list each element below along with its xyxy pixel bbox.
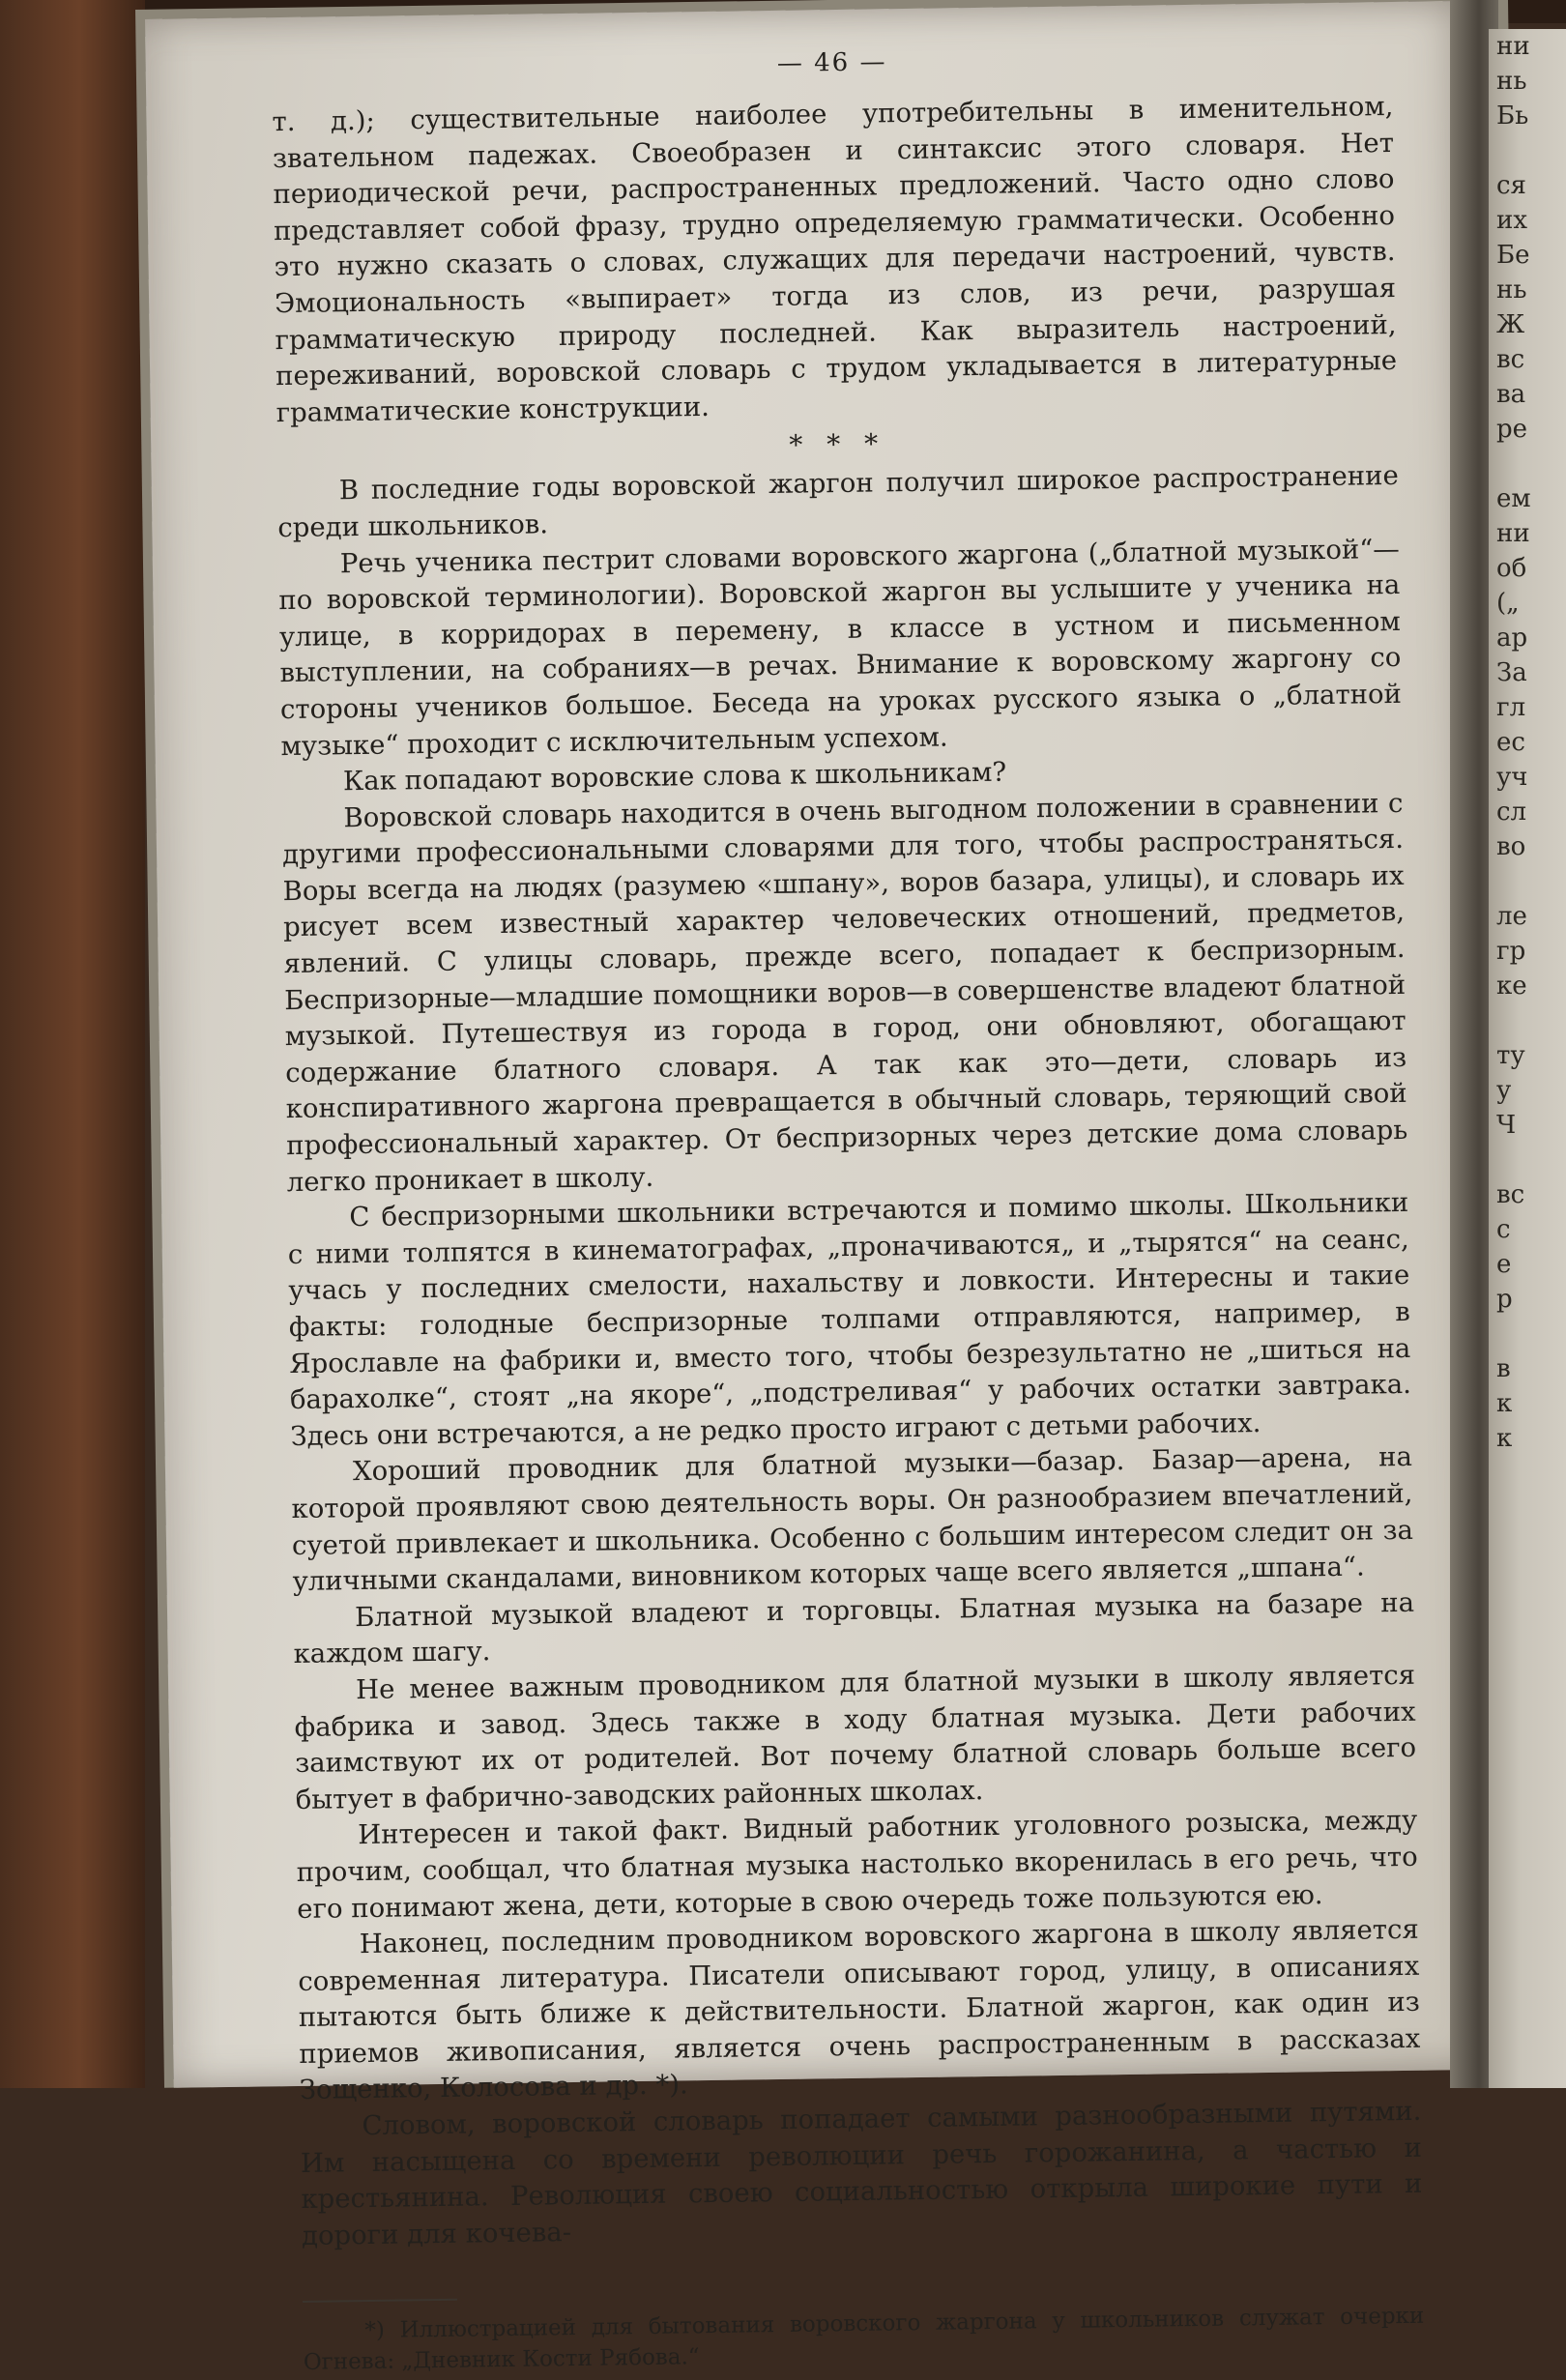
- adjacent-page-fragment: р: [1496, 1285, 1513, 1314]
- adjacent-page-fragment: ту: [1496, 1041, 1525, 1070]
- adjacent-page-fragment: нь: [1496, 67, 1527, 96]
- page-text-block: [272, 41, 1425, 2378]
- adjacent-page-fragment: у: [1496, 1076, 1512, 1105]
- adjacent-page-fragment: Ч: [1496, 1111, 1517, 1140]
- adjacent-page-edge: [1489, 29, 1566, 2088]
- adjacent-page-fragment: [1489, 447, 1566, 481]
- adjacent-page-fragment: вс: [1496, 1180, 1525, 1209]
- adjacent-page-fragment: ле: [1496, 902, 1527, 931]
- section-separator: * * *: [789, 427, 886, 462]
- adjacent-page-fragment: вс: [1496, 345, 1525, 374]
- adjacent-page-fragment: е: [1496, 1250, 1512, 1279]
- adjacent-page-fragment: гл: [1496, 693, 1526, 722]
- adjacent-page-fragment: их: [1496, 206, 1527, 235]
- adjacent-page-fragment: ке: [1496, 972, 1527, 1001]
- adjacent-page-fragment: ре: [1496, 415, 1528, 444]
- adjacent-page-fragment: ни: [1496, 519, 1530, 548]
- adjacent-page-fragment: сл: [1496, 798, 1527, 827]
- adjacent-page-fragment: [1489, 1143, 1566, 1177]
- adjacent-page-fragment: [1489, 133, 1566, 168]
- footnote: *) Иллюстрацией для бытования воровского жаргона у школьников служат очерки Огнева: „Дневник Кости Рябова.“: [303, 2304, 1425, 2376]
- adjacent-page-fragment: За: [1496, 658, 1527, 687]
- adjacent-page-fragment: („: [1496, 589, 1520, 618]
- adjacent-page-fragment: об: [1496, 554, 1527, 583]
- adjacent-page-fragment: [1489, 1317, 1566, 1351]
- adjacent-page-fragment: ем: [1496, 484, 1531, 513]
- paragraph: Речь ученика пестрит словами воровского жаргона („блатной музыкой“—по воровской терминологии). Воровской жаргон вы услышите у ученика на улице, в корридорах в перемену, в классе в устном и письменном выступлении, на собраниях—в речах. Внимание к воровскому жаргону со стороны учеников большое. Беседа на уроках русского языка о „блатной музыке“ проходит с исключительным успехом.: [278, 533, 1403, 762]
- adjacent-page-fragment: в: [1496, 1354, 1511, 1383]
- adjacent-page-fragment: уч: [1496, 763, 1528, 792]
- paragraph: Воровской словарь находится в очень выгодном положении в сравнении с другими профессиональными словарями для того, чтобы распространяться. Воры всегда на людях (разумею «шпану», воров базара, улицы), и словарь их рисует всем известный характер человеческих отношений, предметов, явлений. С улицы словарь, прежде всего, попадает к беспризорным. Беспризорные—младшие помощники воров—в совершенстве владеют блатной музыкой. Путешествуя из города в город, они обновляют, обогащают содержание блатного словаря. А так как это—дети, словарь из конспиративного жаргона превращается в обычный словарь, теряющий свой профессиональный характер. От беспризорных через детские дома словарь легко проникает в школу.: [281, 787, 1408, 1198]
- adjacent-page-fragment: [1489, 864, 1566, 899]
- wooden-desk-surface: [0, 0, 145, 2088]
- adjacent-page-fragment: гр: [1496, 937, 1526, 966]
- adjacent-page-fragment: во: [1496, 832, 1526, 861]
- adjacent-page-fragment: ес: [1496, 728, 1525, 757]
- paragraph: Словом, воровской словарь попадает самыми разнообразными путями. Им насыщена со времени революции речь горожанина, а частью и крестьянина. Революция своею социальностью открыла широкие пути и дороги для кочева-: [300, 2095, 1423, 2251]
- paragraph: Наконец, последним проводником воровского жаргона в школу является современная литература. Писатели описывают город, улицу, в описаниях пытаются быть ближе к действительности. Блатной жаргон, как один из приемов живописания, является очень распространенным в рассказах Зощенко, Колосова и др. *).: [298, 1913, 1421, 2106]
- opening-paragraph: т. д.); существительные наиболее употребительны в именительном, звательном падежах. Своеобразен и синтаксис этого словаря. Нет периодической речи, распространенных предложений. Часто одно слово представляет собой фразу, трудно определяемую грамматически. Особенно это нужно сказать о словах, служащих для передачи настроений, чувств. Эмоциональность «выпирает» тогда из слов, из речи, разрушая грамматическую природу последней. Как выразитель настроений, переживаний, воровской словарь с трудом укладывается в литературные грамматические конструкции.: [272, 90, 1398, 428]
- adjacent-page-fragment: ся: [1496, 171, 1526, 200]
- page-number: — 46 —: [776, 47, 887, 78]
- adjacent-page-fragment: Бь: [1496, 102, 1529, 131]
- adjacent-page-fragment: нь: [1496, 276, 1527, 305]
- paragraph: Интересен и такой факт. Видный работник уголовного розыска, между прочим, сообщал, что блатная музыка настолько вкоренилась в его речь, что его понимают жена, дети, которые в свою очередь тоже пользуются ею.: [296, 1805, 1418, 1925]
- footnote-divider: [303, 2299, 457, 2303]
- paragraph: Блатной музыкой владеют и торговцы. Блатная музыка на базаре на каждом шагу.: [293, 1586, 1415, 1670]
- adjacent-page-fragment: [1489, 1003, 1566, 1038]
- adjacent-page-fragment: Ж: [1496, 310, 1525, 339]
- adjacent-page-fragment: Бе: [1496, 241, 1530, 270]
- adjacent-page-fragment: с: [1496, 1215, 1511, 1244]
- adjacent-page-fragment: ар: [1496, 624, 1528, 653]
- adjacent-page-fragment: ни: [1496, 32, 1530, 61]
- paragraph: В последние годы воровской жаргон получил широкое распространение среди школьников.: [277, 460, 1399, 544]
- paragraph: Как попадают воровские слова к школьникам?: [342, 756, 1007, 798]
- adjacent-page-fragment: ва: [1496, 380, 1526, 409]
- adjacent-page-fragment: к: [1496, 1424, 1513, 1453]
- paragraph: С беспризорными школьники встречаются и помимо школы. Школьники с ними толпятся в кинематографах, „проначиваются„ и „тырятся“ на сеанс, учась у последних смелости, нахальству и ловкости. Интересны и такие факты: голодные беспризорные толпами отправляются, например, в Ярославле на фабрики и, вместо того, чтобы безрезультатно не „шиться на барахолке“, стоят „на якоре“, „подстреливая“ у рабочих остатки завтрака. Здесь они встречаются, а не редко просто играют с детьми рабочих.: [287, 1187, 1412, 1452]
- book-page: [145, 1, 1508, 2376]
- paragraph: Хороший проводник для блатной музыки—базар. Базар—арена, на которой проявляют свою деятельность воры. Он разнообразием впечатлений, суетой привлекает и школьника. Особенно с большим интересом следит он за уличными скандалами, виновником которых чаще всего является „шпана“.: [291, 1441, 1414, 1598]
- paragraph: Не менее важным проводником для блатной музыки в школу является фабрика и завод. Здесь также в ходу блатная музыка. Дети рабочих заимствуют их от родителей. Вот почему блатной словарь больше всего бытует в фабрично-заводских районных школах.: [294, 1659, 1417, 1815]
- adjacent-page-fragment: к: [1496, 1389, 1513, 1418]
